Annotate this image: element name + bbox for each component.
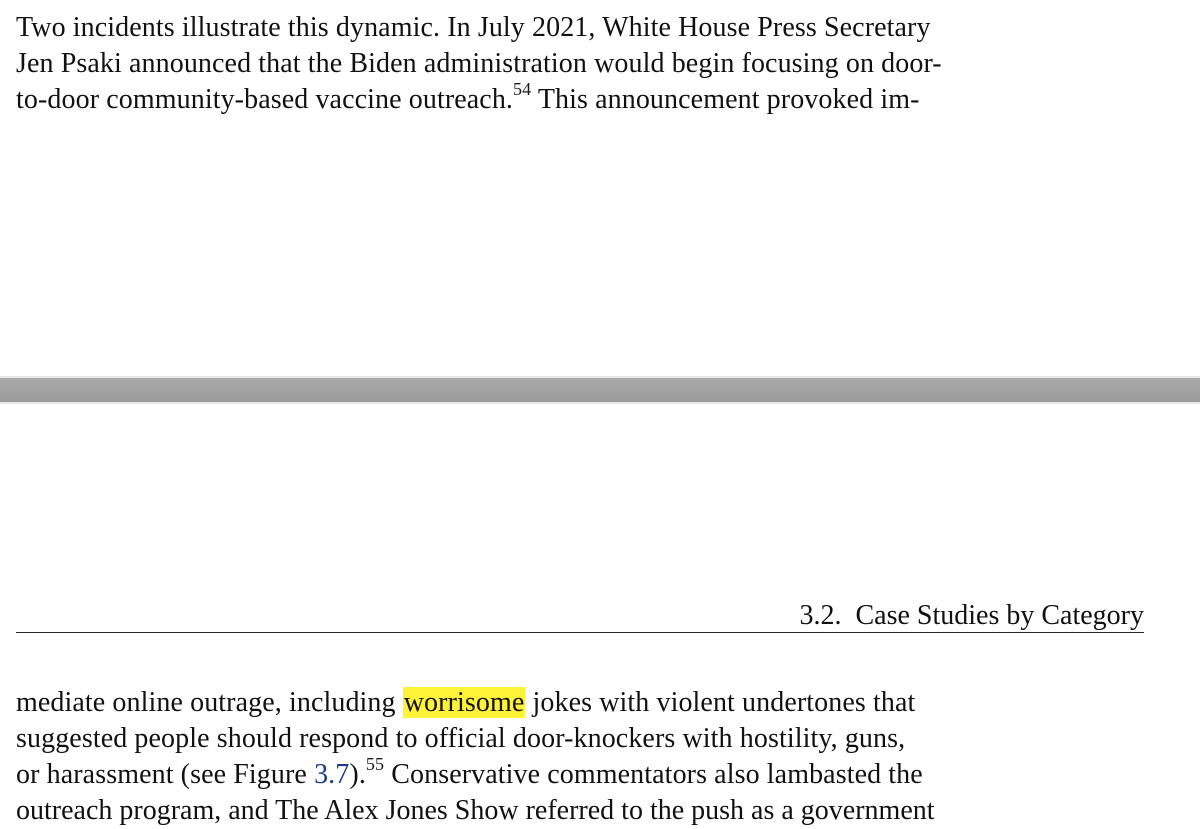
body-text: or harassment (see Figure — [16, 759, 315, 790]
body-text: to-door community-based vaccine outreach. — [16, 84, 514, 115]
footnote-ref-54[interactable]: 54 — [513, 78, 532, 99]
body-text-line-cut-off: outreach program, and The Alex Jones Show referred to the push as a government — [16, 795, 935, 826]
body-text: Conservative commentators also lambasted the — [384, 759, 923, 790]
body-text-line: Two incidents illustrate this dynamic. In July 2021, White House Press Secretary — [16, 12, 931, 43]
footnote-ref-55[interactable]: 55 — [365, 753, 385, 774]
body-text-line: suggested people should respond to official door-knockers with hostility, guns, — [16, 723, 906, 754]
section-number: 3.2. — [799, 600, 842, 631]
body-text: mediate online outrage, including — [16, 687, 403, 718]
body-text: ). — [349, 759, 366, 790]
body-text-line — [16, 753, 923, 793]
document-page-top — [0, 0, 1200, 376]
document-page-bottom — [0, 404, 1200, 826]
figure-link[interactable]: 3.7 — [314, 759, 350, 790]
body-text-line — [16, 685, 915, 721]
header-rule — [16, 632, 1144, 633]
body-text-line: Jen Psaki announced that the Biden administration would begin focusing on door- — [16, 48, 942, 79]
search-highlight[interactable]: worrisome — [403, 687, 525, 718]
body-text: jokes with violent undertones that — [525, 687, 916, 718]
section-title: Case Studies by Category — [855, 600, 1144, 631]
page-gap-separator — [0, 378, 1200, 402]
body-text-line — [16, 78, 920, 118]
running-header — [799, 598, 1144, 634]
body-text: This announcement provoked im- — [531, 84, 920, 115]
